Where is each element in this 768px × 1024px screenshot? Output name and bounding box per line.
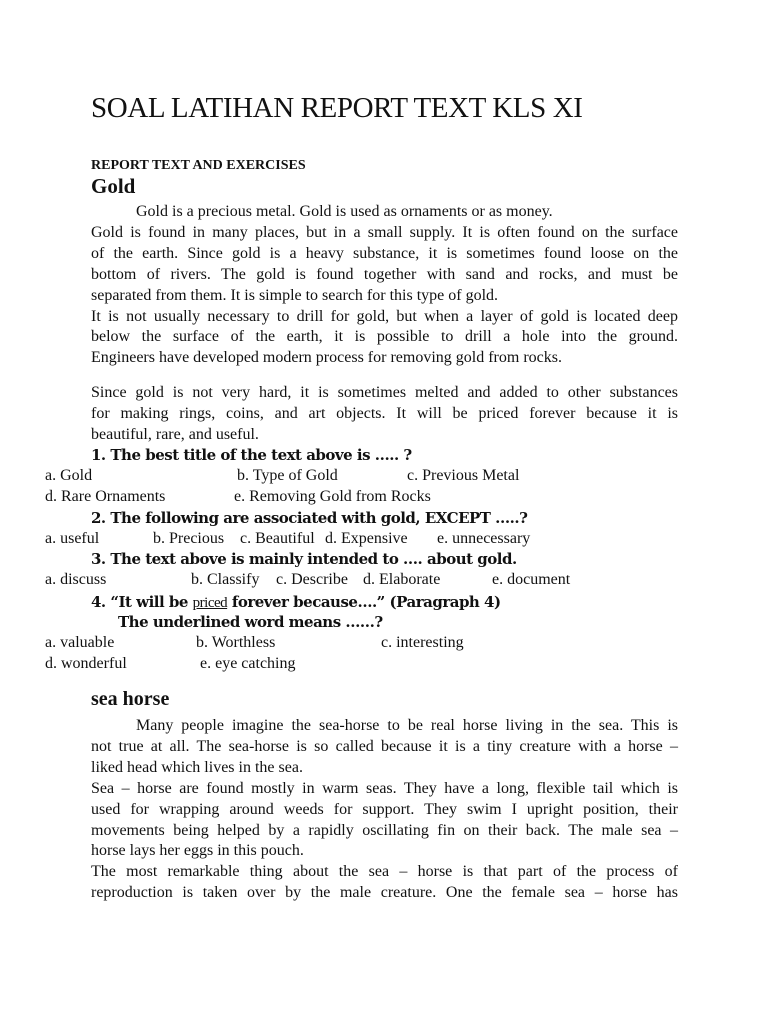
q4-option-a: a. valuable bbox=[45, 634, 115, 651]
question-2: 2. The following are associated with gold, EXCEPT …..? bbox=[91, 509, 528, 527]
question-3: 3. The text above is mainly intended to …. about gold. bbox=[91, 550, 517, 568]
text-line: beautiful, rare, and useful. bbox=[91, 425, 259, 443]
sea-horse-paragraph bbox=[91, 716, 678, 904]
text-line: not true at all. The sea-horse is so called because it is a tiny creature with a horse – bbox=[91, 737, 678, 755]
q4-option-c: c. interesting bbox=[381, 634, 464, 651]
text-line: liked head which lives in the sea. bbox=[91, 758, 303, 776]
gold-heading: Gold bbox=[91, 174, 136, 198]
q1-option-c: c. Previous Metal bbox=[407, 467, 520, 484]
text-line: reproduction is taken over by the male creature. One the female sea – horse has bbox=[91, 884, 678, 902]
q3-option-e: e. document bbox=[492, 571, 571, 588]
text-line: used for wrapping around weeds for support. They swim I upright position, their bbox=[91, 800, 678, 818]
text-line: Many people imagine the sea-horse to be real horse living in the sea. This is bbox=[136, 717, 678, 734]
q2-option-e: e. unnecessary bbox=[437, 530, 531, 547]
text-line: bottom of rivers. The gold is found together with sand and rocks, and must be bbox=[91, 265, 678, 283]
gold-paragraph-2 bbox=[91, 383, 678, 446]
question-4-pre: 4. “It will be bbox=[91, 593, 193, 611]
q1-option-e: e. Removing Gold from Rocks bbox=[234, 488, 431, 505]
text-line: Engineers have developed modern process for removing gold from rocks. bbox=[91, 349, 562, 367]
q1-option-b: b. Type of Gold bbox=[237, 467, 338, 484]
text-line: Gold is found in many places, but in a small supply. It is often found on the surface bbox=[91, 223, 678, 241]
text-line: separated from them. It is simple to search for this type of gold. bbox=[91, 286, 499, 304]
q2-option-b: b. Precious bbox=[153, 530, 225, 547]
q4-option-b: b. Worthless bbox=[196, 634, 276, 651]
question-4-post: forever because….” (Paragraph 4) bbox=[227, 593, 501, 611]
text-line: The most remarkable thing about the sea – horse is that part of the process of bbox=[91, 863, 678, 881]
q4-option-e: e. eye catching bbox=[200, 655, 296, 672]
gold-paragraph-1 bbox=[91, 202, 678, 369]
q3-option-d: d. Elaborate bbox=[363, 571, 441, 588]
q1-option-d: d. Rare Ornaments bbox=[45, 488, 166, 505]
question-4-line-2: The underlined word means ……? bbox=[118, 613, 383, 631]
text-line: Since gold is not very hard, it is sometimes melted and added to other substances bbox=[91, 384, 678, 401]
underlined-word: priced bbox=[192, 595, 228, 611]
text-line: of the earth. Since gold is a heavy substance, it is sometimes found loose on the bbox=[91, 244, 678, 262]
text-line: movements being helped by a rapidly oscillating fin on their back. The male sea – bbox=[91, 821, 678, 839]
question-1: 1. The best title of the text above is ….. ? bbox=[91, 446, 412, 464]
q1-option-a: a. Gold bbox=[45, 467, 93, 484]
text-line: horse lays her eggs in this pouch. bbox=[91, 842, 304, 860]
text-line: for making rings, coins, and art objects. It will be priced forever because it is bbox=[91, 404, 678, 422]
q2-option-a: a. useful bbox=[45, 530, 100, 547]
q3-option-a: a. discuss bbox=[45, 571, 107, 588]
text-line: Gold is a precious metal. Gold is used as ornaments or as money. bbox=[136, 203, 553, 220]
q3-option-c: c. Describe bbox=[276, 571, 348, 588]
text-line: It is not usually necessary to drill for gold, but when a layer of gold is located deep bbox=[91, 307, 678, 325]
q2-option-d: d. Expensive bbox=[325, 530, 408, 547]
document-subtitle: REPORT TEXT AND EXERCISES bbox=[91, 158, 306, 173]
q4-option-d: d. wonderful bbox=[45, 655, 127, 672]
sea-horse-heading: sea horse bbox=[91, 688, 170, 710]
text-line: below the surface of the earth, it is possible to drill a hole into the ground. bbox=[91, 328, 678, 346]
text-line: Sea – horse are found mostly in warm seas. They have a long, flexible tail which is bbox=[91, 779, 678, 797]
q2-option-c: c. Beautiful bbox=[240, 530, 315, 547]
q3-option-b: b. Classify bbox=[191, 571, 260, 588]
document-title: SOAL LATIHAN REPORT TEXT KLS XI bbox=[91, 92, 583, 124]
question-4 bbox=[91, 593, 501, 612]
